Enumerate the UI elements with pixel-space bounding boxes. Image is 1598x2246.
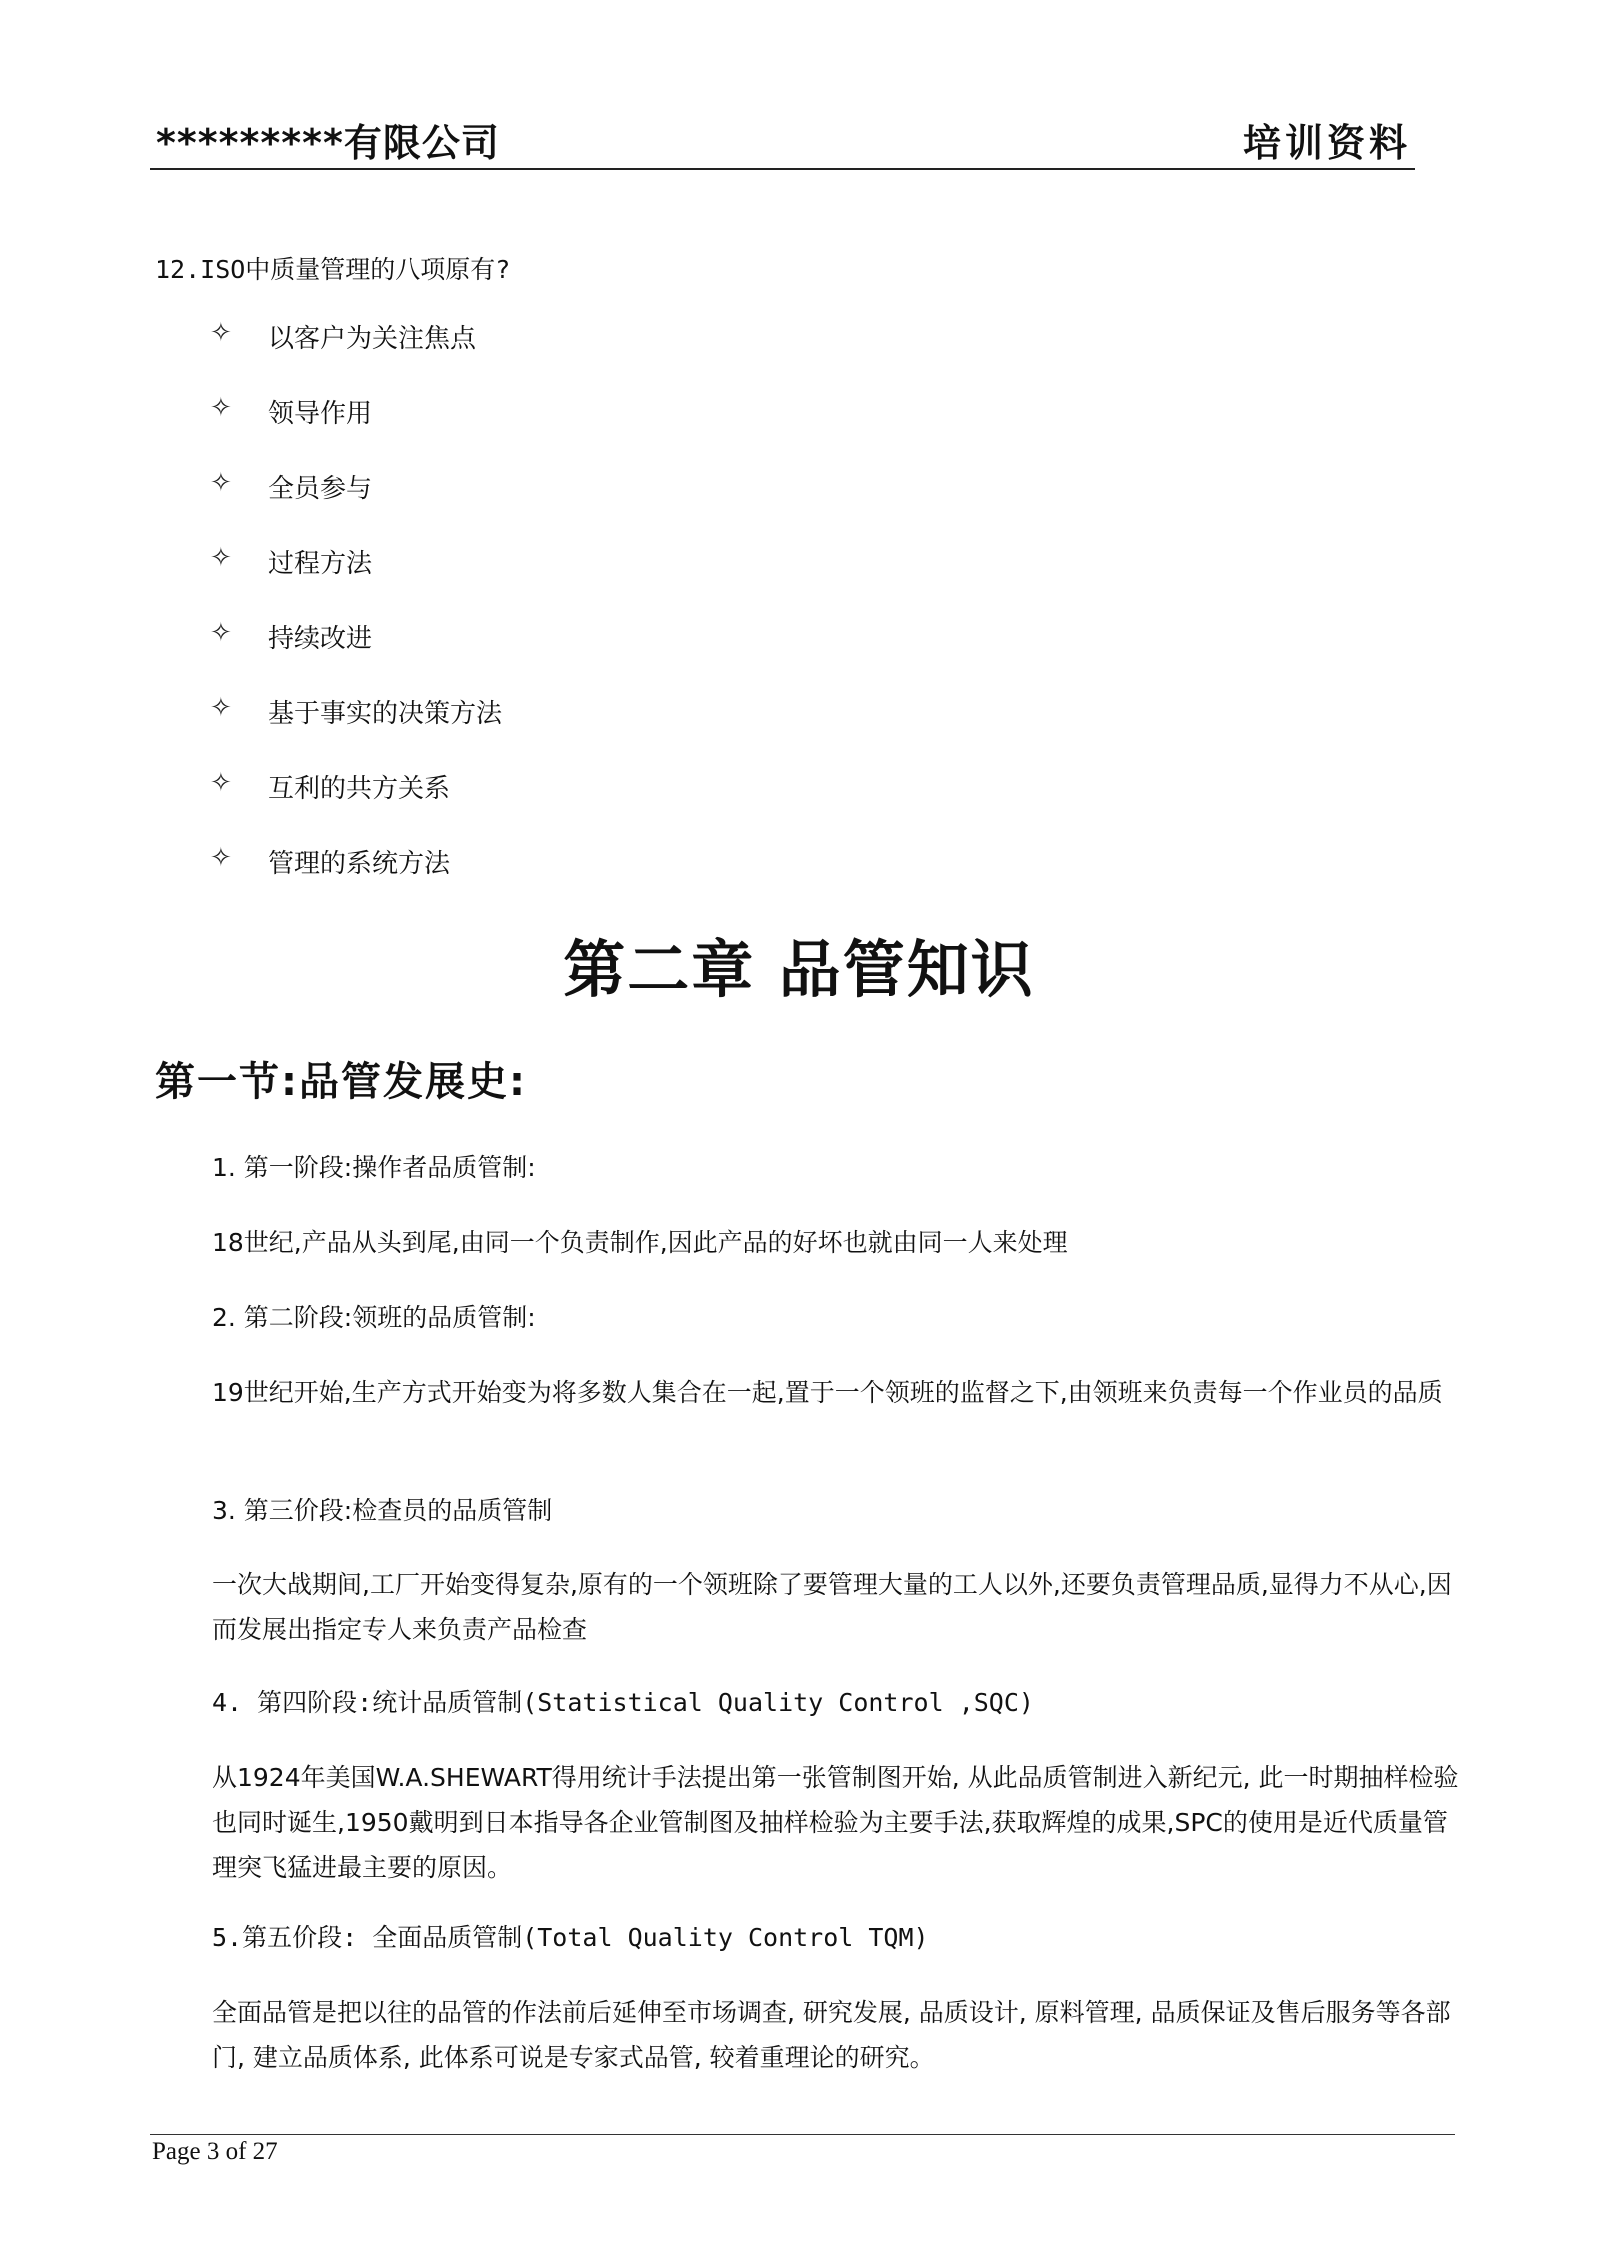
diamond-bullet-icon: ✧ <box>210 393 232 423</box>
section-title: 第一节:品管发展史: <box>155 1059 527 1105</box>
diamond-bullet-icon: ✧ <box>210 693 232 723</box>
stage-heading: 1. 第一阶段:操作者品质管制: <box>212 1153 536 1182</box>
stage-body: 全面品管是把以往的品管的作法前后延伸至市场调查, 研究发展, 品质设计, 原料管理, 品质保证及售后服务等各部门, 建立品质体系, 此体系可说是专家式品管, 较着重理论的研究。 <box>212 1998 1451 2072</box>
stage-heading: 5.第五价段: 全面品质管制(Total Quality Control TQM) <box>212 1923 929 1952</box>
principle-text: 以客户为关注焦点 <box>268 324 477 354</box>
diamond-bullet-icon: ✧ <box>210 618 232 648</box>
chapter-title: 第二章 品管知识 <box>563 933 1035 1006</box>
diamond-bullet-icon: ✧ <box>210 468 232 498</box>
principle-text: 过程方法 <box>268 549 373 579</box>
principle-text: 互利的共方关系 <box>268 774 451 804</box>
diamond-bullet-icon: ✧ <box>210 843 232 873</box>
list-item <box>210 843 502 918</box>
document-type: 培训资料 <box>1242 121 1411 165</box>
stage-heading: 3. 第三价段:检查员的品质管制 <box>212 1496 553 1525</box>
principles-list <box>210 318 502 918</box>
question-title: 12.ISO中质量管理的八项原有? <box>155 255 511 284</box>
list-item <box>210 543 502 618</box>
diamond-bullet-icon: ✧ <box>210 768 232 798</box>
list-item <box>210 693 502 768</box>
page-number: Page 3 of 27 <box>152 2138 278 2165</box>
stage-body: 18世纪,产品从头到尾,由同一个负责制作,因此产品的好坏也就由同一人来处理 <box>212 1228 1068 1257</box>
stage-body: 一次大战期间,工厂开始变得复杂,原有的一个领班除了要管理大量的工人以外,还要负责管理品质,显得力不从心,因而发展出指定专人来负责产品检查 <box>212 1570 1452 1644</box>
stage-heading: 2. 第二阶段:领班的品质管制: <box>212 1303 536 1332</box>
principle-text: 管理的系统方法 <box>268 849 451 879</box>
principle-text: 基于事实的决策方法 <box>268 699 503 729</box>
stage-body: 从1924年美国W.A.SHEWART得用统计手法提出第一张管制图开始, 从此品质管制进入新纪元, 此一时期抽样检验也同时诞生,1950戴明到日本指导各企业管制图及抽样检验为主要手法,获取辉煌的成果,SPC的使用是近代质量管理突飞猛进最主要的原因。 <box>212 1763 1459 1882</box>
company-name: *********有限公司 <box>156 121 500 165</box>
stage-heading: 4. 第四阶段:统计品质管制(Statistical Quality Control ,SQC) <box>212 1688 1034 1717</box>
principle-text: 持续改进 <box>268 624 373 654</box>
principle-text: 领导作用 <box>268 399 373 429</box>
list-item <box>210 393 502 468</box>
footer-divider <box>150 2134 1455 2135</box>
stage-body: 19世纪开始,生产方式开始变为将多数人集合在一起,置于一个领班的监督之下,由领班来负责每一个作业员的品质 <box>212 1378 1443 1407</box>
diamond-bullet-icon: ✧ <box>210 543 232 573</box>
principle-text: 全员参与 <box>268 474 373 504</box>
list-item <box>210 468 502 543</box>
list-item <box>210 768 502 843</box>
page-header <box>150 108 1415 170</box>
list-item <box>210 618 502 693</box>
list-item <box>210 318 502 393</box>
diamond-bullet-icon: ✧ <box>210 318 232 348</box>
